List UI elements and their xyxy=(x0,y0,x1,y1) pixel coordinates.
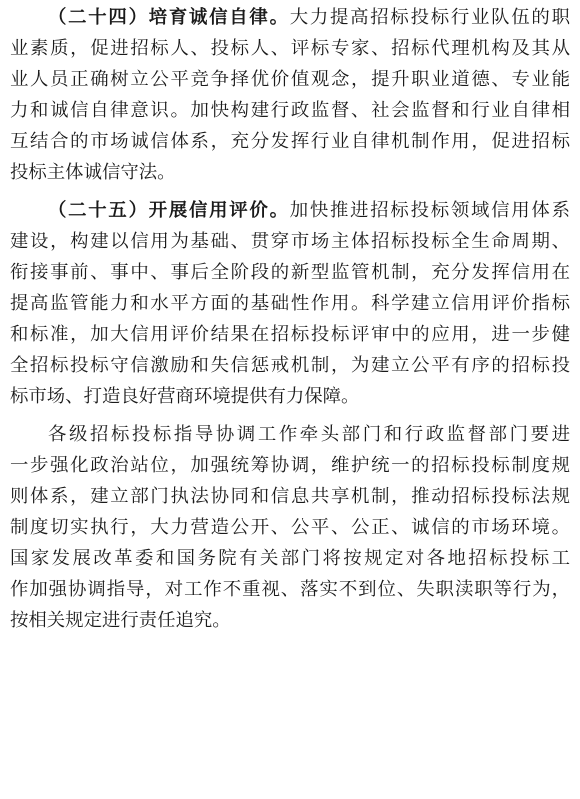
paragraph-credit-evaluation xyxy=(10,195,570,412)
paragraph-line: 衔接事前、事中、事后全阶段的新型监管机制，充分发挥信用在 xyxy=(10,262,570,283)
paragraph-line: 作加强协调指导，对工作不重视、落实不到位、失职渎职等行为， xyxy=(10,579,570,600)
paragraph-integrity-self-discipline xyxy=(10,2,570,188)
paragraph-coordination-guidance xyxy=(10,419,570,636)
paragraph-line: 投标主体诚信守法。 xyxy=(10,162,176,183)
paragraph-line: 提高监管能力和水平方面的基础性作用。科学建立信用评价指标 xyxy=(10,293,570,314)
paragraph-line: 则体系，建立部门执法协同和信息共享机制，推动招标投标法规 xyxy=(10,486,570,507)
paragraph-line: 互结合的市场诚信体系，充分发挥行业自律机制作用，促进招标 xyxy=(10,131,570,152)
paragraph-line: 各级招标投标指导协调工作牵头部门和行政监督部门要进 xyxy=(48,424,570,445)
section-heading: （二十五）开展信用评价。 xyxy=(48,200,290,221)
paragraph-line xyxy=(10,195,570,226)
paragraph-line xyxy=(10,2,570,33)
paragraph-line: 全招标投标守信激励和失信惩戒机制，为建立公平有序的招标投 xyxy=(10,355,570,376)
paragraph-line: 业素质，促进招标人、投标人、评标专家、招标代理机构及其从 xyxy=(10,38,570,59)
paragraph-line: 按相关规定进行责任追究。 xyxy=(10,610,231,631)
paragraph-line: 力和诚信自律意识。加快构建行政监督、社会监督和行业自律相 xyxy=(10,100,570,121)
paragraph-line: 和标准，加大信用评价结果在招标投标评审中的应用，进一步健 xyxy=(10,324,570,345)
paragraph-line: 制度切实执行，大力营造公开、公平、公正、诚信的市场环境。 xyxy=(10,517,570,538)
paragraph-line: 标市场、打造良好营商环境提供有力保障。 xyxy=(10,386,360,407)
paragraph-line: 业人员正确树立公平竞争择优价值观念，提升职业道德、专业能 xyxy=(10,69,570,90)
line-text: 大力提高招标投标行业队伍的职 xyxy=(289,7,570,28)
paragraph-line: 建设，构建以信用为基础、贯穿市场主体招标投标全生命周期、 xyxy=(10,231,570,252)
line-text: 加快推进招标投标领域信用体系 xyxy=(289,200,570,221)
section-heading: （二十四）培育诚信自律。 xyxy=(48,7,290,28)
paragraph-line: 一步强化政治站位，加强统筹协调，维护统一的招标投标制度规 xyxy=(10,455,570,476)
paragraph-line: 国家发展改革委和国务院有关部门将按规定对各地招标投标工 xyxy=(10,548,570,569)
